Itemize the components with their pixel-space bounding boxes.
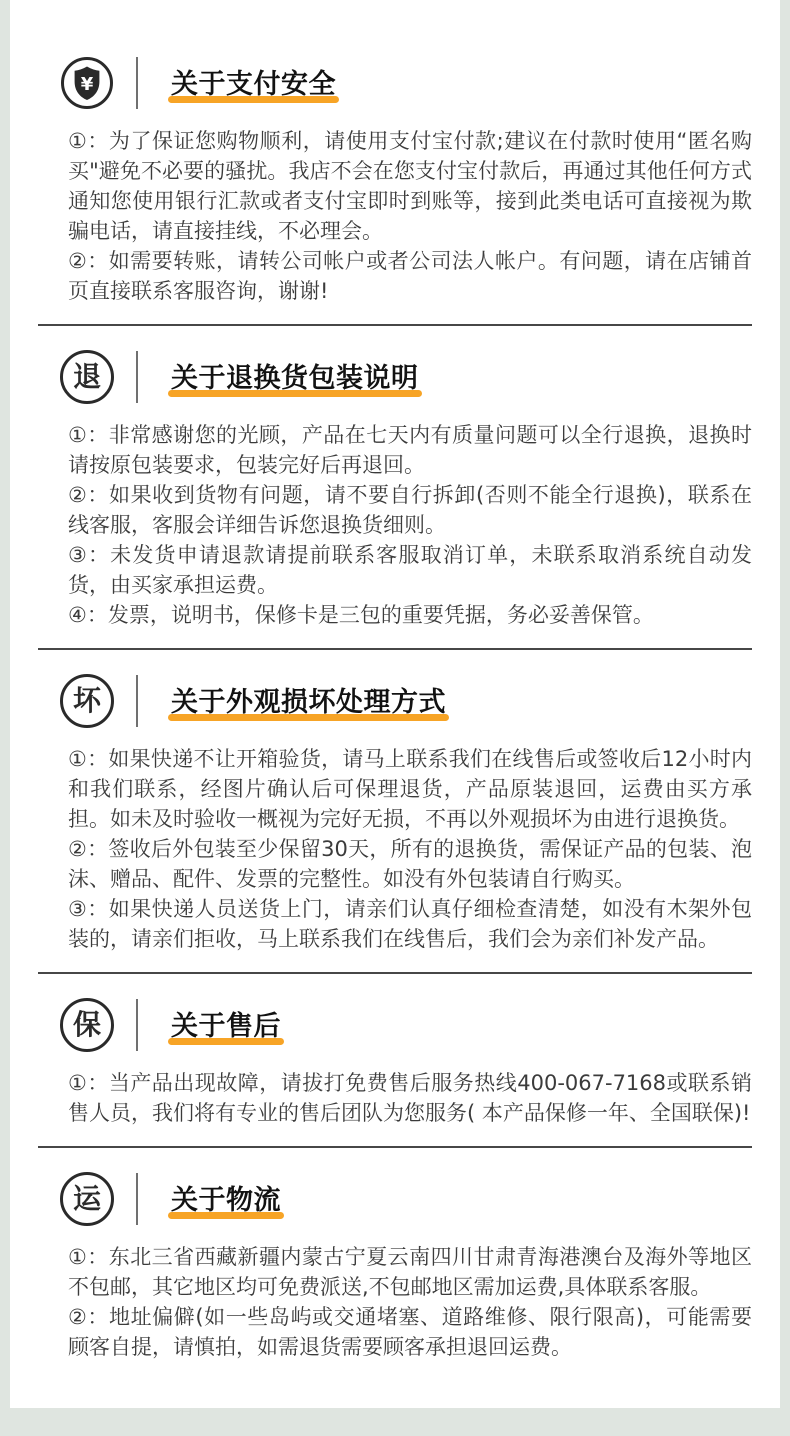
section-title: 关于退换货包装说明 xyxy=(168,356,422,399)
section-divider xyxy=(38,972,752,974)
section-divider xyxy=(38,1146,752,1148)
paragraph: ③：如果快递人员送货上门，请亲们认真仔细检查清楚，如没有木架外包装的，请亲们拒收，马上联系我们在线售后，我们会为亲们补发产品。 xyxy=(68,897,752,951)
paragraph: ②：地址偏僻(如一些岛屿或交通堵塞、道路维修、限行限高)，可能需要顾客自提，请慎拍，如需退货需要顾客承担退回运费。 xyxy=(68,1305,752,1359)
section-header xyxy=(60,1172,752,1226)
paragraph: ③：未发货申请退款请提前联系客服取消订单，未联系取消系统自动发货，由买家承担运费。 xyxy=(68,543,752,597)
paragraph: ④：发票，说明书，保修卡是三包的重要凭据，务必妥善保管。 xyxy=(68,603,654,627)
paragraph: ①：非常感谢您的光顾，产品在七天内有质量问题可以全行退换，退换时请按原包装要求，包装完好后再退回。 xyxy=(68,423,752,477)
payment-shield-icon xyxy=(60,56,114,110)
warranty-icon: 保 xyxy=(60,998,114,1052)
logistics-icon: 运 xyxy=(60,1172,114,1226)
section-title: 关于外观损坏处理方式 xyxy=(168,680,449,723)
header-rule xyxy=(136,57,138,109)
header-rule xyxy=(136,999,138,1051)
damage-icon: 坏 xyxy=(60,674,114,728)
info-card xyxy=(10,0,780,1408)
section-divider xyxy=(38,648,752,650)
section-title: 关于支付安全 xyxy=(168,62,339,105)
paragraph: ①：如果快递不让开箱验货，请马上联系我们在线售后或签收后12小时内和我们联系，经图片确认后可保理退货，产品原装退回，运费由买方承担。如未及时验收一概视为完好无损，不再以外观损坏为由进行退换货。 xyxy=(68,747,752,831)
section-after-sales xyxy=(38,998,752,1128)
header-rule xyxy=(136,675,138,727)
section-header xyxy=(60,350,752,404)
section-header xyxy=(60,56,752,110)
section-header xyxy=(60,998,752,1052)
paragraph: ①：为了保证您购物顺利，请使用支付宝付款;建议在付款时使用“匿名购买"避免不必要的骚扰。我店不会在您支付宝付款后，再通过其他任何方式通知您使用银行汇款或者支付宝即时到账等，接到此类电话可直接视为欺骗电话，请直接挂线，不必理会。 xyxy=(68,129,752,243)
header-rule xyxy=(136,1173,138,1225)
return-icon: 退 xyxy=(60,350,114,404)
section-divider xyxy=(38,324,752,326)
paragraph: ②：如需要转账，请转公司帐户或者公司法人帐户。有问题，请在店铺首页直接联系客服咨询，谢谢! xyxy=(68,249,752,303)
section-title: 关于售后 xyxy=(168,1004,284,1047)
header-rule xyxy=(136,351,138,403)
section-header xyxy=(60,674,752,728)
section-payment-security xyxy=(38,56,752,306)
section-damage-handling xyxy=(38,674,752,954)
yuan-glyph: ¥ xyxy=(80,74,94,95)
paragraph: ①：东北三省西藏新疆内蒙古宁夏云南四川甘肃青海港澳台及海外等地区不包邮，其它地区均可免费派送,不包邮地区需加运费,具体联系客服。 xyxy=(68,1245,752,1299)
paragraph: ②：签收后外包装至少保留30天，所有的退换货，需保证产品的包装、泡沫、赠品、配件、发票的完整性。如没有外包装请自行购买。 xyxy=(68,837,752,891)
paragraph: ②：如果收到货物有问题，请不要自行拆卸(否则不能全行退换)，联系在线客服，客服会详细告诉您退换货细则。 xyxy=(68,483,752,537)
section-title: 关于物流 xyxy=(168,1178,284,1221)
paragraph: ①：当产品出现故障，请拔打免费售后服务热线400-067-7168或联系销售人员，我们将有专业的售后团队为您服务( 本产品保修一年、全国联保)! xyxy=(68,1071,752,1125)
section-logistics xyxy=(38,1172,752,1362)
section-return-packaging xyxy=(38,350,752,630)
